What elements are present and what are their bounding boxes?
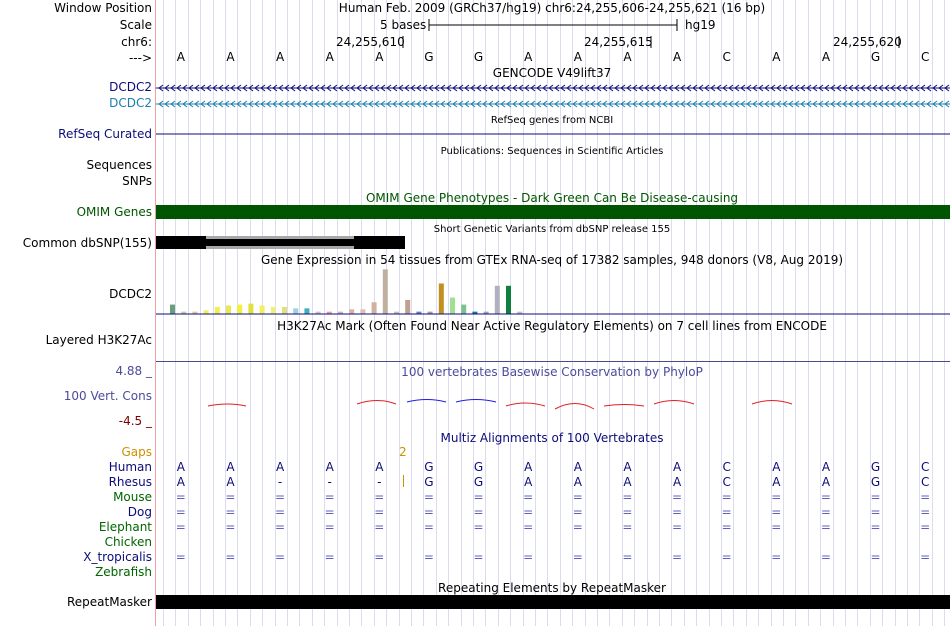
phylop-label[interactable]: 100 Vert. Cons: [63, 389, 152, 403]
species-base: =: [771, 505, 782, 519]
species-base: =: [324, 520, 335, 534]
species-base: =: [175, 550, 186, 564]
species-base: =: [572, 505, 583, 519]
base-5: A: [375, 50, 384, 64]
gencode-item-1[interactable]: DCDC2: [109, 80, 152, 94]
species-base: =: [672, 520, 683, 534]
gap-count: 2: [399, 445, 407, 459]
species-base: G: [424, 475, 434, 489]
species-base: =: [175, 490, 186, 504]
species-base: =: [324, 550, 335, 564]
coord-3: 24,255,620: [833, 35, 902, 49]
coord-1: 24,255,610: [336, 35, 405, 49]
h3k27ac-title: H3K27Ac Mark (Often Found Near Active Regulatory Elements) on 7 cell lines from ENCODE: [277, 319, 827, 333]
species-base: A: [821, 475, 831, 489]
species-base: A: [623, 475, 632, 489]
species-base: A: [226, 475, 235, 489]
window-position-text[interactable]: Human Feb. 2009 (GRCh37/hg19) chr6:24,255,606-24,255,621 (16 bp): [338, 1, 766, 15]
species-base: =: [870, 505, 881, 519]
species-base: =: [622, 520, 633, 534]
species-base: -: [277, 475, 283, 489]
species-base: =: [870, 490, 881, 504]
gencode-item-2[interactable]: DCDC2: [109, 96, 152, 110]
species-base: =: [572, 520, 583, 534]
omim-title: OMIM Gene Phenotypes - Dark Green Can Be Disease-causing: [365, 191, 739, 205]
omim-label[interactable]: OMIM Genes: [76, 205, 152, 219]
species-base: C: [920, 475, 930, 489]
snps-label[interactable]: SNPs: [122, 174, 152, 188]
species-label-x_tropicalis[interactable]: X_tropicalis: [83, 550, 152, 564]
h3k27ac-label[interactable]: Layered H3K27Ac: [45, 333, 152, 347]
species-base: =: [672, 505, 683, 519]
species-base: =: [225, 520, 236, 534]
phylop-blue-marks: [407, 400, 496, 403]
species-base: G: [424, 460, 434, 474]
species-base: G: [870, 460, 881, 474]
species-base: =: [920, 520, 931, 534]
species-base: =: [275, 550, 286, 564]
species-label-elephant[interactable]: Elephant: [98, 520, 152, 534]
species-base: =: [622, 490, 633, 504]
species-base: =: [275, 520, 286, 534]
phylop-red-marks: [208, 401, 792, 410]
species-base: =: [920, 505, 931, 519]
species-base: =: [721, 550, 732, 564]
species-base: =: [572, 490, 583, 504]
species-base: =: [920, 550, 931, 564]
refseq-title: RefSeq genes from NCBI: [490, 115, 614, 126]
species-label-rhesus[interactable]: Rhesus: [108, 475, 152, 489]
species-base: G: [473, 475, 484, 489]
species-base: =: [175, 520, 186, 534]
species-base: -: [377, 475, 382, 489]
gtex-title: Gene Expression in 54 tissues from GTEx RNA-seq of 17382 samples, 948 donors (V8, Aug 2019): [260, 253, 844, 267]
pubs-title: Publications: Sequences in Scientific Articles: [440, 146, 664, 157]
species-base: =: [572, 550, 583, 564]
pubs-label[interactable]: Sequences: [86, 158, 152, 172]
species-base: =: [870, 550, 881, 564]
species-base: =: [721, 520, 732, 534]
strand-label: --->: [128, 51, 152, 65]
repeatmasker-label[interactable]: RepeatMasker: [66, 595, 152, 609]
species-base: =: [374, 505, 385, 519]
base-7: G: [473, 50, 484, 64]
species-base: =: [473, 490, 484, 504]
species-base: =: [820, 550, 831, 564]
species-base: A: [623, 460, 632, 474]
species-base: A: [573, 475, 582, 489]
base-1: A: [176, 50, 185, 64]
gtex-label[interactable]: DCDC2: [109, 287, 152, 301]
species-base: =: [523, 505, 534, 519]
species-base: =: [771, 490, 782, 504]
species-base: =: [473, 505, 484, 519]
base-2: A: [226, 50, 235, 64]
species-base: =: [374, 550, 385, 564]
base-10: A: [623, 50, 632, 64]
species-label-human[interactable]: Human: [108, 460, 152, 474]
phylop-min: -4.5 _: [118, 414, 152, 428]
species-base: =: [672, 490, 683, 504]
species-base: =: [225, 505, 236, 519]
species-base: =: [423, 520, 434, 534]
scale-bases: 5 bases: [380, 18, 427, 32]
repeatmasker-title: Repeating Elements by RepeatMasker: [438, 581, 666, 595]
gaps-label[interactable]: Gaps: [121, 445, 152, 459]
chrom-label: chr6:: [121, 35, 152, 49]
species-base: A: [226, 460, 235, 474]
species-base: A: [524, 460, 533, 474]
species-base: =: [721, 490, 732, 504]
species-base: A: [672, 475, 682, 489]
species-base: =: [275, 505, 286, 519]
species-base: =: [374, 520, 385, 534]
species-base: C: [722, 460, 731, 474]
base-12: C: [722, 50, 731, 64]
species-base: =: [523, 520, 534, 534]
base-6: G: [424, 50, 434, 64]
species-base: =: [225, 550, 236, 564]
species-base: C: [722, 475, 731, 489]
species-base: A: [821, 460, 831, 474]
species-label-dog[interactable]: Dog: [127, 505, 152, 519]
species-base: =: [870, 520, 881, 534]
base-8: A: [524, 50, 533, 64]
window-position-label: Window Position: [54, 1, 152, 15]
phylop-max: 4.88 _: [115, 364, 152, 378]
coord-2: 24,255,615: [584, 35, 653, 49]
species-base: =: [820, 505, 831, 519]
species-base: =: [523, 490, 534, 504]
species-base: A: [672, 460, 682, 474]
species-base: =: [622, 505, 633, 519]
species-base: =: [523, 550, 534, 564]
dbsnp-title: Short Genetic Variants from dbSNP release 155: [433, 224, 671, 235]
species-base: A: [176, 475, 185, 489]
species-base: =: [473, 520, 484, 534]
species-base: =: [622, 550, 633, 564]
base-4: A: [325, 50, 334, 64]
species-base: =: [771, 550, 782, 564]
species-base: =: [820, 520, 831, 534]
base-3: A: [275, 50, 285, 64]
species-base: =: [225, 490, 236, 504]
species-base: =: [672, 550, 683, 564]
species-base: =: [374, 490, 385, 504]
species-label-mouse[interactable]: Mouse: [113, 490, 152, 504]
scale-assembly: hg19: [685, 18, 716, 32]
species-base: =: [423, 490, 434, 504]
species-base: A: [772, 460, 781, 474]
base-16: C: [920, 50, 930, 64]
phylop-title: 100 vertebrates Basewise Conservation by PhyloP: [401, 365, 703, 379]
gencode-title: GENCODE V49lift37: [492, 66, 612, 80]
species-base: A: [325, 460, 334, 474]
species-base: =: [324, 490, 335, 504]
species-base: A: [375, 460, 384, 474]
species-base: A: [573, 460, 582, 474]
base-15: G: [870, 50, 881, 64]
species-base: A: [176, 460, 185, 474]
species-base: A: [772, 475, 781, 489]
base-14: A: [821, 50, 831, 64]
species-base: =: [175, 505, 186, 519]
species-label-chicken[interactable]: Chicken: [104, 535, 152, 549]
species-base: =: [721, 505, 732, 519]
base-9: A: [573, 50, 582, 64]
dbsnp-label[interactable]: Common dbSNP(155): [22, 236, 152, 250]
species-base: C: [920, 460, 930, 474]
species-base: =: [275, 490, 286, 504]
base-13: A: [772, 50, 781, 64]
species-base: =: [324, 505, 335, 519]
refseq-label[interactable]: RefSeq Curated: [58, 127, 152, 141]
species-base: =: [820, 490, 831, 504]
species-label-zebrafish[interactable]: Zebrafish: [95, 565, 152, 579]
multiz-title: Multiz Alignments of 100 Vertebrates: [440, 431, 664, 445]
species-base: G: [473, 460, 484, 474]
species-base: -: [327, 475, 332, 489]
species-base: =: [423, 505, 434, 519]
scale-label: Scale: [119, 18, 152, 32]
base-11: A: [672, 50, 682, 64]
species-base: =: [920, 490, 931, 504]
species-base: A: [275, 460, 285, 474]
species-base: A: [524, 475, 533, 489]
species-base: =: [473, 550, 484, 564]
species-base: =: [771, 520, 782, 534]
species-base: =: [423, 550, 434, 564]
species-base: G: [870, 475, 881, 489]
